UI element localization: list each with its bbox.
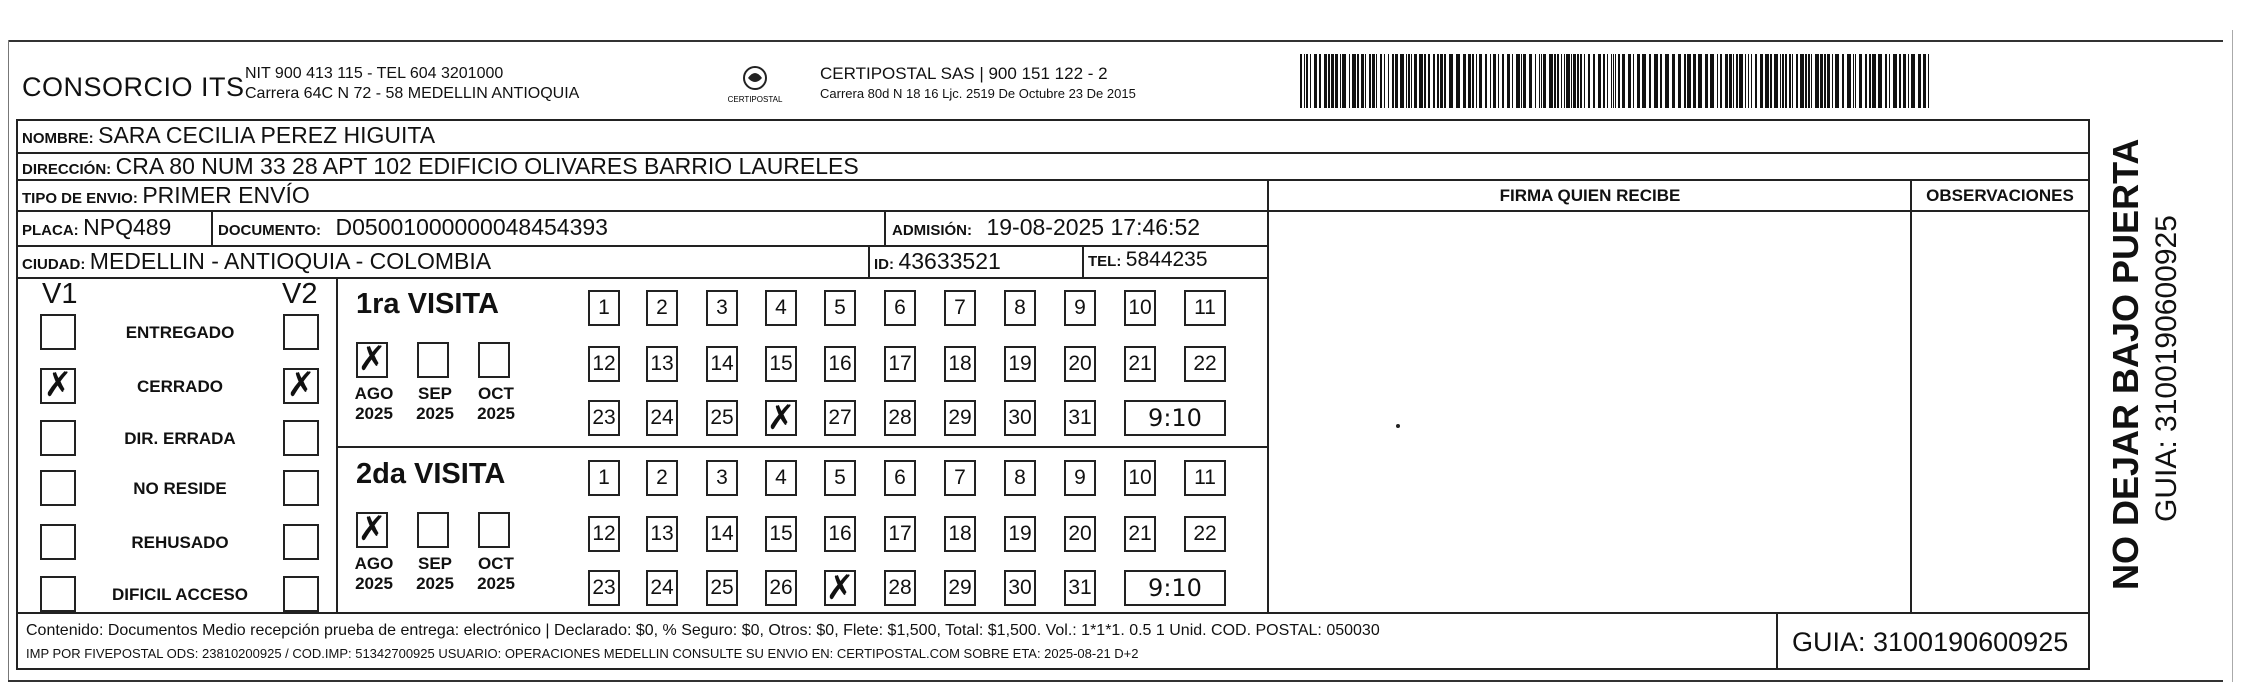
day-cell[interactable]: 17 (884, 516, 916, 552)
day-cell[interactable]: 29 (944, 400, 976, 436)
month-year: 2025 (355, 404, 393, 423)
month-year: 2025 (477, 404, 515, 423)
month-label: AGO (354, 384, 394, 403)
day-cell[interactable]: 3 (706, 290, 738, 326)
status-label: CERRADO (137, 377, 223, 396)
day-cell[interactable]: 4 (765, 460, 797, 496)
day-cell[interactable]: 7 (944, 460, 976, 496)
day-cell[interactable]: 24 (646, 570, 678, 606)
day-cell[interactable]: 16 (824, 346, 856, 382)
month-checkbox[interactable] (417, 512, 449, 548)
day-cell[interactable]: 12 (588, 346, 620, 382)
day-cell[interactable]: 18 (944, 516, 976, 552)
company-nit: NIT 900 413 115 - TEL 604 3201000 (245, 65, 504, 82)
type-row (22, 182, 310, 209)
row-line (16, 612, 2090, 614)
month-mark: ✗ (357, 339, 387, 379)
day-cell[interactable]: 18 (944, 346, 976, 382)
barcode-bars (1300, 54, 1930, 108)
name-label: NOMBRE: (22, 130, 94, 147)
carrier-name: CERTIPOSTAL SAS | 900 151 122 - 2 (820, 64, 1108, 83)
signature-area[interactable] (1270, 212, 1910, 612)
status-label: DIFICIL ACCESO (111, 585, 248, 604)
plate-value: NPQ489 (83, 214, 172, 240)
day-cell[interactable]: 11 (1184, 290, 1226, 326)
day-cell[interactable]: 25 (706, 570, 738, 606)
form-top-rule (8, 40, 2223, 42)
day-cell[interactable]: 13 (646, 346, 678, 382)
day-cell[interactable]: 14 (706, 346, 738, 382)
tel-label: TEL: (1088, 253, 1122, 270)
day-cell[interactable]: 7 (944, 290, 976, 326)
plate-field (22, 214, 171, 241)
day-cell[interactable]: 30 (1004, 400, 1036, 436)
day-cell[interactable]: 28 (884, 400, 916, 436)
visit-title: 1ra VISITA (356, 288, 499, 320)
logo-icon (720, 62, 790, 110)
side-guide: GUIA: 3100190600925 (2150, 215, 2183, 522)
name-row (22, 122, 435, 149)
admission-label: ADMISIÓN: (892, 222, 972, 239)
month-label: SEP (417, 384, 453, 403)
day-cell[interactable]: 24 (646, 400, 678, 436)
status-v1-checkbox[interactable] (40, 470, 76, 506)
day-cell[interactable]: 11 (1184, 460, 1226, 496)
form-left-rule (8, 40, 9, 680)
day-cell[interactable]: 8 (1004, 460, 1036, 496)
day-cell[interactable]: 19 (1004, 516, 1036, 552)
status-label: NO RESIDE (133, 479, 227, 498)
status-label: REHUSADO (131, 533, 229, 552)
col-line (1082, 245, 1084, 277)
footer-print-info: IMP POR FIVEPOSTAL ODS: 23810200925 / COD.IMP: 51342700925 USUARIO: OPERACIONES MEDELLIN CONSULTE SU ENVIO EN: CERTIPOSTAL.COM SOBRE ETA: 2025-08-21 D+2 (26, 646, 1139, 661)
month-year: 2025 (416, 404, 454, 423)
footer-guide: GUIA: 3100190600925 (1792, 627, 2069, 657)
col-line (1776, 612, 1778, 668)
day-cell[interactable]: 4 (765, 290, 797, 326)
name-value: SARA CECILIA PEREZ HIGUITA (98, 122, 436, 148)
month-label: OCT (478, 384, 514, 403)
month-label: SEP (417, 554, 453, 573)
day-mark: ✗ (766, 398, 796, 438)
address-row (22, 153, 859, 180)
status-v1-checkbox[interactable] (40, 524, 76, 560)
certipostal-logo (720, 62, 790, 110)
company-name: CONSORCIO ITS (22, 72, 245, 102)
day-mark: ✗ (825, 568, 855, 608)
day-cell[interactable]: 3 (706, 460, 738, 496)
day-cell[interactable]: 16 (824, 516, 856, 552)
id-label: ID: (874, 256, 894, 273)
month-checkbox[interactable] (478, 512, 510, 548)
logo-text: CERTIPOSTAL (727, 95, 783, 104)
observations-header: OBSERVACIONES (1926, 186, 2074, 205)
col-line (868, 245, 870, 277)
day-cell[interactable]: 6 (884, 290, 916, 326)
day-cell[interactable]: 6 (884, 460, 916, 496)
day-cell[interactable]: 5 (824, 460, 856, 496)
status-label: DIR. ERRADA (124, 429, 236, 448)
plate-label: PLACA: (22, 222, 79, 239)
day-cell[interactable]: 21 (1124, 516, 1156, 552)
day-cell[interactable]: 12 (588, 516, 620, 552)
day-cell[interactable]: 10 (1124, 460, 1156, 496)
status-v1-checkbox[interactable] (40, 576, 76, 612)
day-cell[interactable]: 23 (588, 570, 620, 606)
city-value: MEDELLIN - ANTIOQUIA - COLOMBIA (89, 248, 492, 274)
day-cell[interactable]: 31 (1064, 570, 1096, 606)
month-label: AGO (354, 554, 394, 573)
day-cell[interactable]: 8 (1004, 290, 1036, 326)
city-field (22, 248, 491, 275)
month-checkbox[interactable] (478, 342, 510, 378)
month-year: 2025 (416, 574, 454, 593)
day-cell[interactable]: 14 (706, 516, 738, 552)
col-line (16, 119, 18, 670)
admission-value: 19-08-2025 17:46:52 (986, 214, 1201, 240)
signature-header: FIRMA QUIEN RECIBE (1499, 186, 1681, 205)
city-label: CIUDAD: (22, 256, 86, 273)
day-cell[interactable]: 13 (646, 516, 678, 552)
status-v2-checkbox[interactable] (283, 470, 319, 506)
address-value: CRA 80 NUM 33 28 APT 102 EDIFICIO OLIVARES BARRIO LAURELES (115, 153, 859, 179)
v1-header: V1 (42, 278, 78, 310)
carrier-info (820, 64, 1136, 104)
company-info (245, 64, 579, 104)
day-cell[interactable]: 9 (1064, 460, 1096, 496)
signature-mark (1396, 424, 1400, 428)
col-line (1267, 179, 1269, 614)
admission-field (892, 214, 1200, 241)
day-cell[interactable]: 20 (1064, 516, 1096, 552)
day-cell[interactable]: 2 (646, 290, 678, 326)
day-cell[interactable]: 22 (1184, 346, 1226, 382)
status-v2-checkbox[interactable] (283, 420, 319, 456)
row-line (16, 119, 2090, 121)
observations-area[interactable] (1912, 212, 2088, 612)
status-v2-checkbox[interactable] (283, 524, 319, 560)
month-year: 2025 (477, 574, 515, 593)
day-cell[interactable]: 15 (765, 346, 797, 382)
v2-header: V2 (282, 278, 318, 310)
visit-time: 9:10 (1124, 570, 1226, 606)
id-value: 43633521 (898, 248, 1001, 274)
id-field (874, 248, 1001, 275)
col-line (211, 210, 213, 245)
month-mark: ✗ (357, 509, 387, 549)
status-v2-mark: ✗ (286, 365, 316, 405)
document-label: DOCUMENTO: (218, 222, 322, 239)
form-right-rule (2232, 30, 2233, 682)
status-v2-checkbox[interactable] (283, 576, 319, 612)
day-cell[interactable]: 27 (824, 400, 856, 436)
day-cell[interactable]: 23 (588, 400, 620, 436)
col-line (2088, 119, 2090, 670)
tel-value: 5844235 (1125, 248, 1208, 271)
status-label: ENTREGADO (125, 323, 235, 342)
address-label: DIRECCIÓN: (22, 161, 112, 178)
day-cell[interactable]: 19 (1004, 346, 1036, 382)
day-cell[interactable]: 1 (588, 460, 620, 496)
day-cell[interactable]: 5 (824, 290, 856, 326)
visit-title: 2da VISITA (356, 458, 506, 490)
document-value: D05001000000048454393 (335, 214, 608, 240)
day-cell[interactable]: 26 (765, 570, 797, 606)
status-v2-checkbox[interactable] (283, 314, 319, 350)
day-cell[interactable]: 28 (884, 570, 916, 606)
tel-field (1088, 248, 1208, 272)
barcode (1300, 54, 1930, 108)
row-line (16, 668, 2090, 670)
company-address: Carrera 64C N 72 - 58 MEDELLIN ANTIOQUIA (245, 85, 580, 102)
month-label: OCT (478, 554, 514, 573)
col-line (884, 210, 886, 245)
day-cell[interactable]: 10 (1124, 290, 1156, 326)
status-v1-checkbox[interactable] (40, 420, 76, 456)
visit-time: 9:10 (1124, 400, 1226, 436)
month-checkbox[interactable] (417, 342, 449, 378)
day-cell[interactable]: 2 (646, 460, 678, 496)
carrier-license: Carrera 80d N 18 16 Ljc. 2519 De Octubre 23 De 2015 (820, 86, 1136, 101)
type-value: PRIMER ENVÍO (142, 182, 310, 208)
row-line (16, 245, 1268, 247)
day-cell[interactable]: 20 (1064, 346, 1096, 382)
day-cell[interactable]: 1 (588, 290, 620, 326)
day-cell[interactable]: 15 (765, 516, 797, 552)
day-cell[interactable]: 29 (944, 570, 976, 606)
month-year: 2025 (355, 574, 393, 593)
document-field (218, 214, 608, 241)
row-line (16, 277, 1268, 279)
day-cell[interactable]: 17 (884, 346, 916, 382)
type-label: TIPO DE ENVIO: (22, 190, 138, 207)
day-cell[interactable]: 21 (1124, 346, 1156, 382)
status-v1-checkbox[interactable] (40, 314, 76, 350)
day-cell[interactable]: 22 (1184, 516, 1226, 552)
footer-content: Contenido: Documentos Medio recepción prueba de entrega: electrónico | Declarado: $0, % Seguro: $0, Otros: $0, Flete: $1,500, Total: $1,500. Vol.: 1*1*1. 0.5 1 Unid. COD. POSTAL: 050030 (26, 622, 1380, 639)
day-cell[interactable]: 25 (706, 400, 738, 436)
day-cell[interactable]: 31 (1064, 400, 1096, 436)
status-v1-mark: ✗ (43, 365, 73, 405)
row-line (336, 446, 1268, 448)
day-cell[interactable]: 30 (1004, 570, 1036, 606)
side-warning: NO DEJAR BAJO PUERTA (2105, 138, 2146, 590)
form-bottom-rule (8, 680, 2223, 682)
day-cell[interactable]: 9 (1064, 290, 1096, 326)
